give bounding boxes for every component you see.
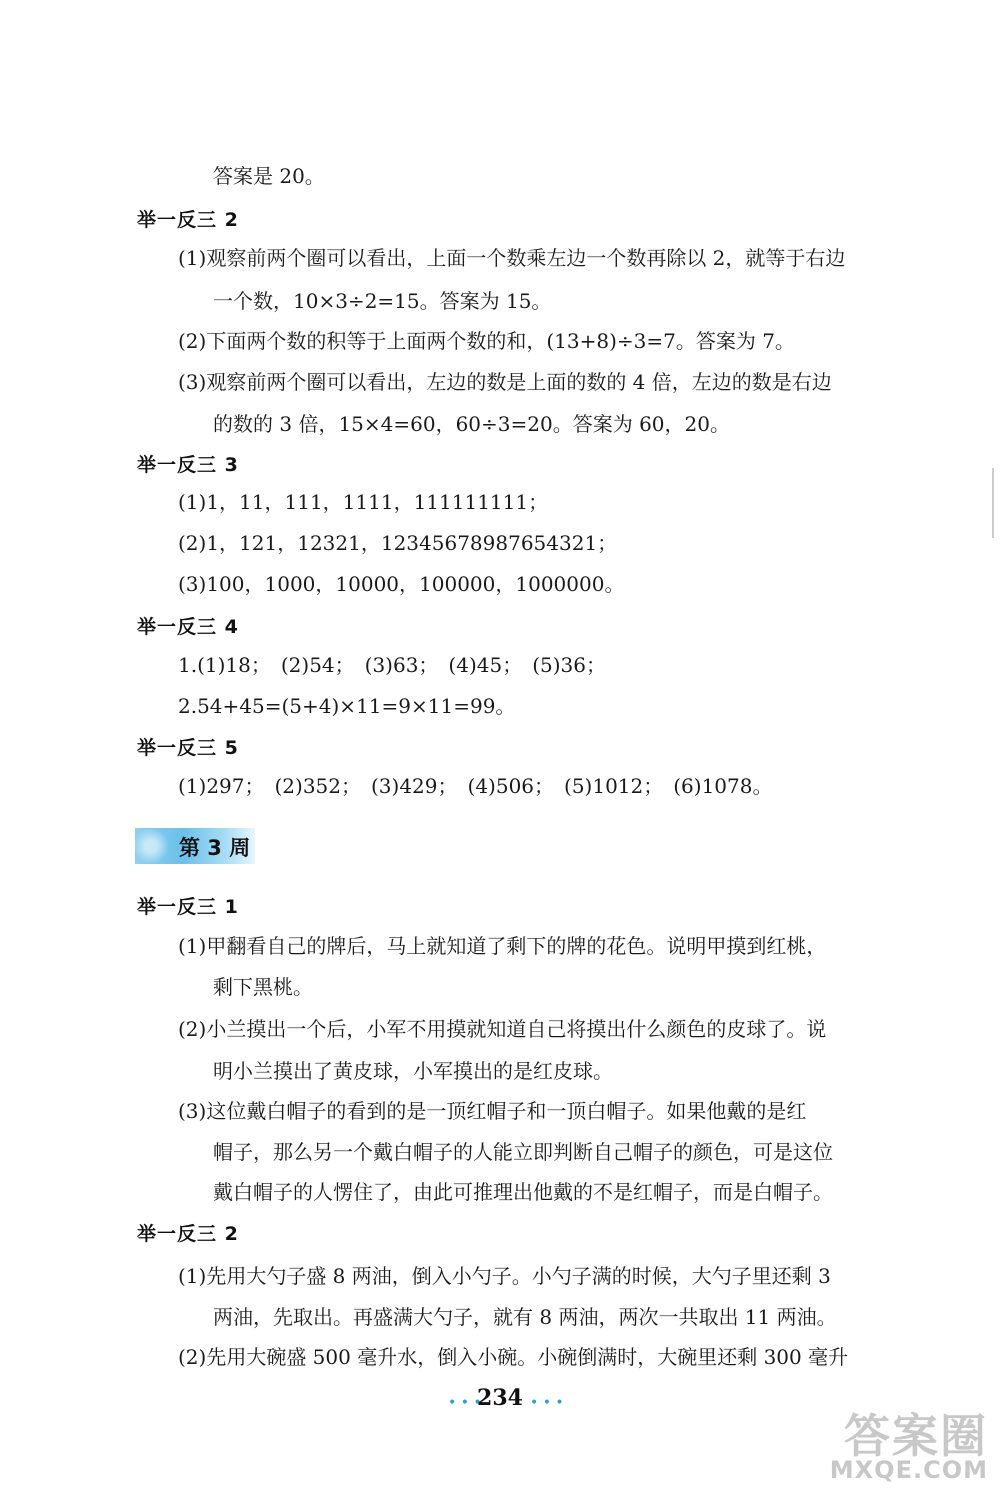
answer-line: 戴白帽子的人愣住了，由此可推理出他戴的不是红帽子，而是白帽子。 bbox=[213, 1180, 833, 1204]
answer-line: (3)这位戴白帽子的看到的是一顶红帽子和一顶白帽子。如果他戴的是红 bbox=[178, 1099, 807, 1123]
answer-line: (1)观察前两个圈可以看出，上面一个数乘左边一个数再除以 2，就等于右边 bbox=[178, 246, 846, 270]
answer-line: (3)100，1000，10000，100000，1000000。 bbox=[178, 572, 625, 596]
watermark-text: 答案圈 bbox=[844, 1409, 988, 1463]
watermark-logo bbox=[798, 1400, 988, 1486]
answer-line: 明小兰摸出了黄皮球，小军摸出的是红皮球。 bbox=[213, 1059, 613, 1083]
answer-line: (1)甲翻看自己的牌后，马上就知道了剩下的牌的花色。说明甲摸到红桃， bbox=[178, 934, 827, 958]
answer-line: 1.(1)18； (2)54； (3)63； (4)45； (5)36； bbox=[178, 653, 606, 677]
answer-line: (2)先用大碗盛 500 毫升水，倒入小碗。小碗倒满时，大碗里还剩 300 毫升 bbox=[178, 1345, 849, 1369]
answer-line: (1)先用大勺子盛 8 两油，倒入小勺子。小勺子满的时候，大勺子里还剩 3 bbox=[178, 1264, 831, 1288]
section-heading: 举一反三 3 bbox=[137, 454, 239, 476]
page-decoration-dots-right: • • • bbox=[530, 1395, 564, 1411]
answer-line: (1)1，11，111，1111，111111111； bbox=[178, 490, 549, 514]
answer-line: 两油，先取出。再盛满大勺子，就有 8 两油，两次一共取出 11 两油。 bbox=[213, 1305, 837, 1329]
section-heading: 举一反三 1 bbox=[137, 896, 239, 918]
section-heading: 举一反三 5 bbox=[137, 737, 239, 759]
answer-line: 帽子，那么另一个戴白帽子的人能立即判断自己帽子的颜色，可是这位 bbox=[213, 1140, 833, 1164]
page-number: 234 bbox=[477, 1385, 523, 1411]
answer-line: (2)小兰摸出一个后，小军不用摸就知道自己将摸出什么颜色的皮球了。说 bbox=[178, 1017, 827, 1041]
week-title: 第 3 周 bbox=[179, 836, 251, 860]
answer-line: (2)1，121，12321，12345678987654321； bbox=[178, 531, 618, 555]
answer-line: (3)观察前两个圈可以看出，左边的数是上面的数的 4 倍，左边的数是右边 bbox=[178, 370, 832, 394]
watermark-url: MXQE.COM bbox=[829, 1456, 988, 1484]
answer-line: 2.54+45=(5+4)×11=9×11=99。 bbox=[178, 694, 516, 718]
answer-line: 答案是 20。 bbox=[213, 164, 325, 188]
answer-line: 剩下黑桃。 bbox=[213, 975, 313, 999]
section-heading: 举一反三 2 bbox=[137, 209, 239, 231]
answer-line: (2)下面两个数的积等于上面两个数的和，(13+8)÷3=7。答案为 7。 bbox=[178, 329, 795, 353]
answer-line: 的数的 3 倍，15×4=60，60÷3=20。答案为 60，20。 bbox=[213, 412, 730, 436]
answer-line: (1)297； (2)352； (3)429； (4)506； (5)1012； (6)1078。 bbox=[178, 774, 773, 798]
scan-edge-mark bbox=[992, 468, 994, 538]
answer-line: 一个数，10×3÷2=15。答案为 15。 bbox=[213, 289, 552, 313]
section-heading: 举一反三 2 bbox=[137, 1223, 239, 1245]
section-heading: 举一反三 4 bbox=[137, 616, 239, 638]
page-decoration-dots-left: • • • bbox=[448, 1395, 482, 1411]
